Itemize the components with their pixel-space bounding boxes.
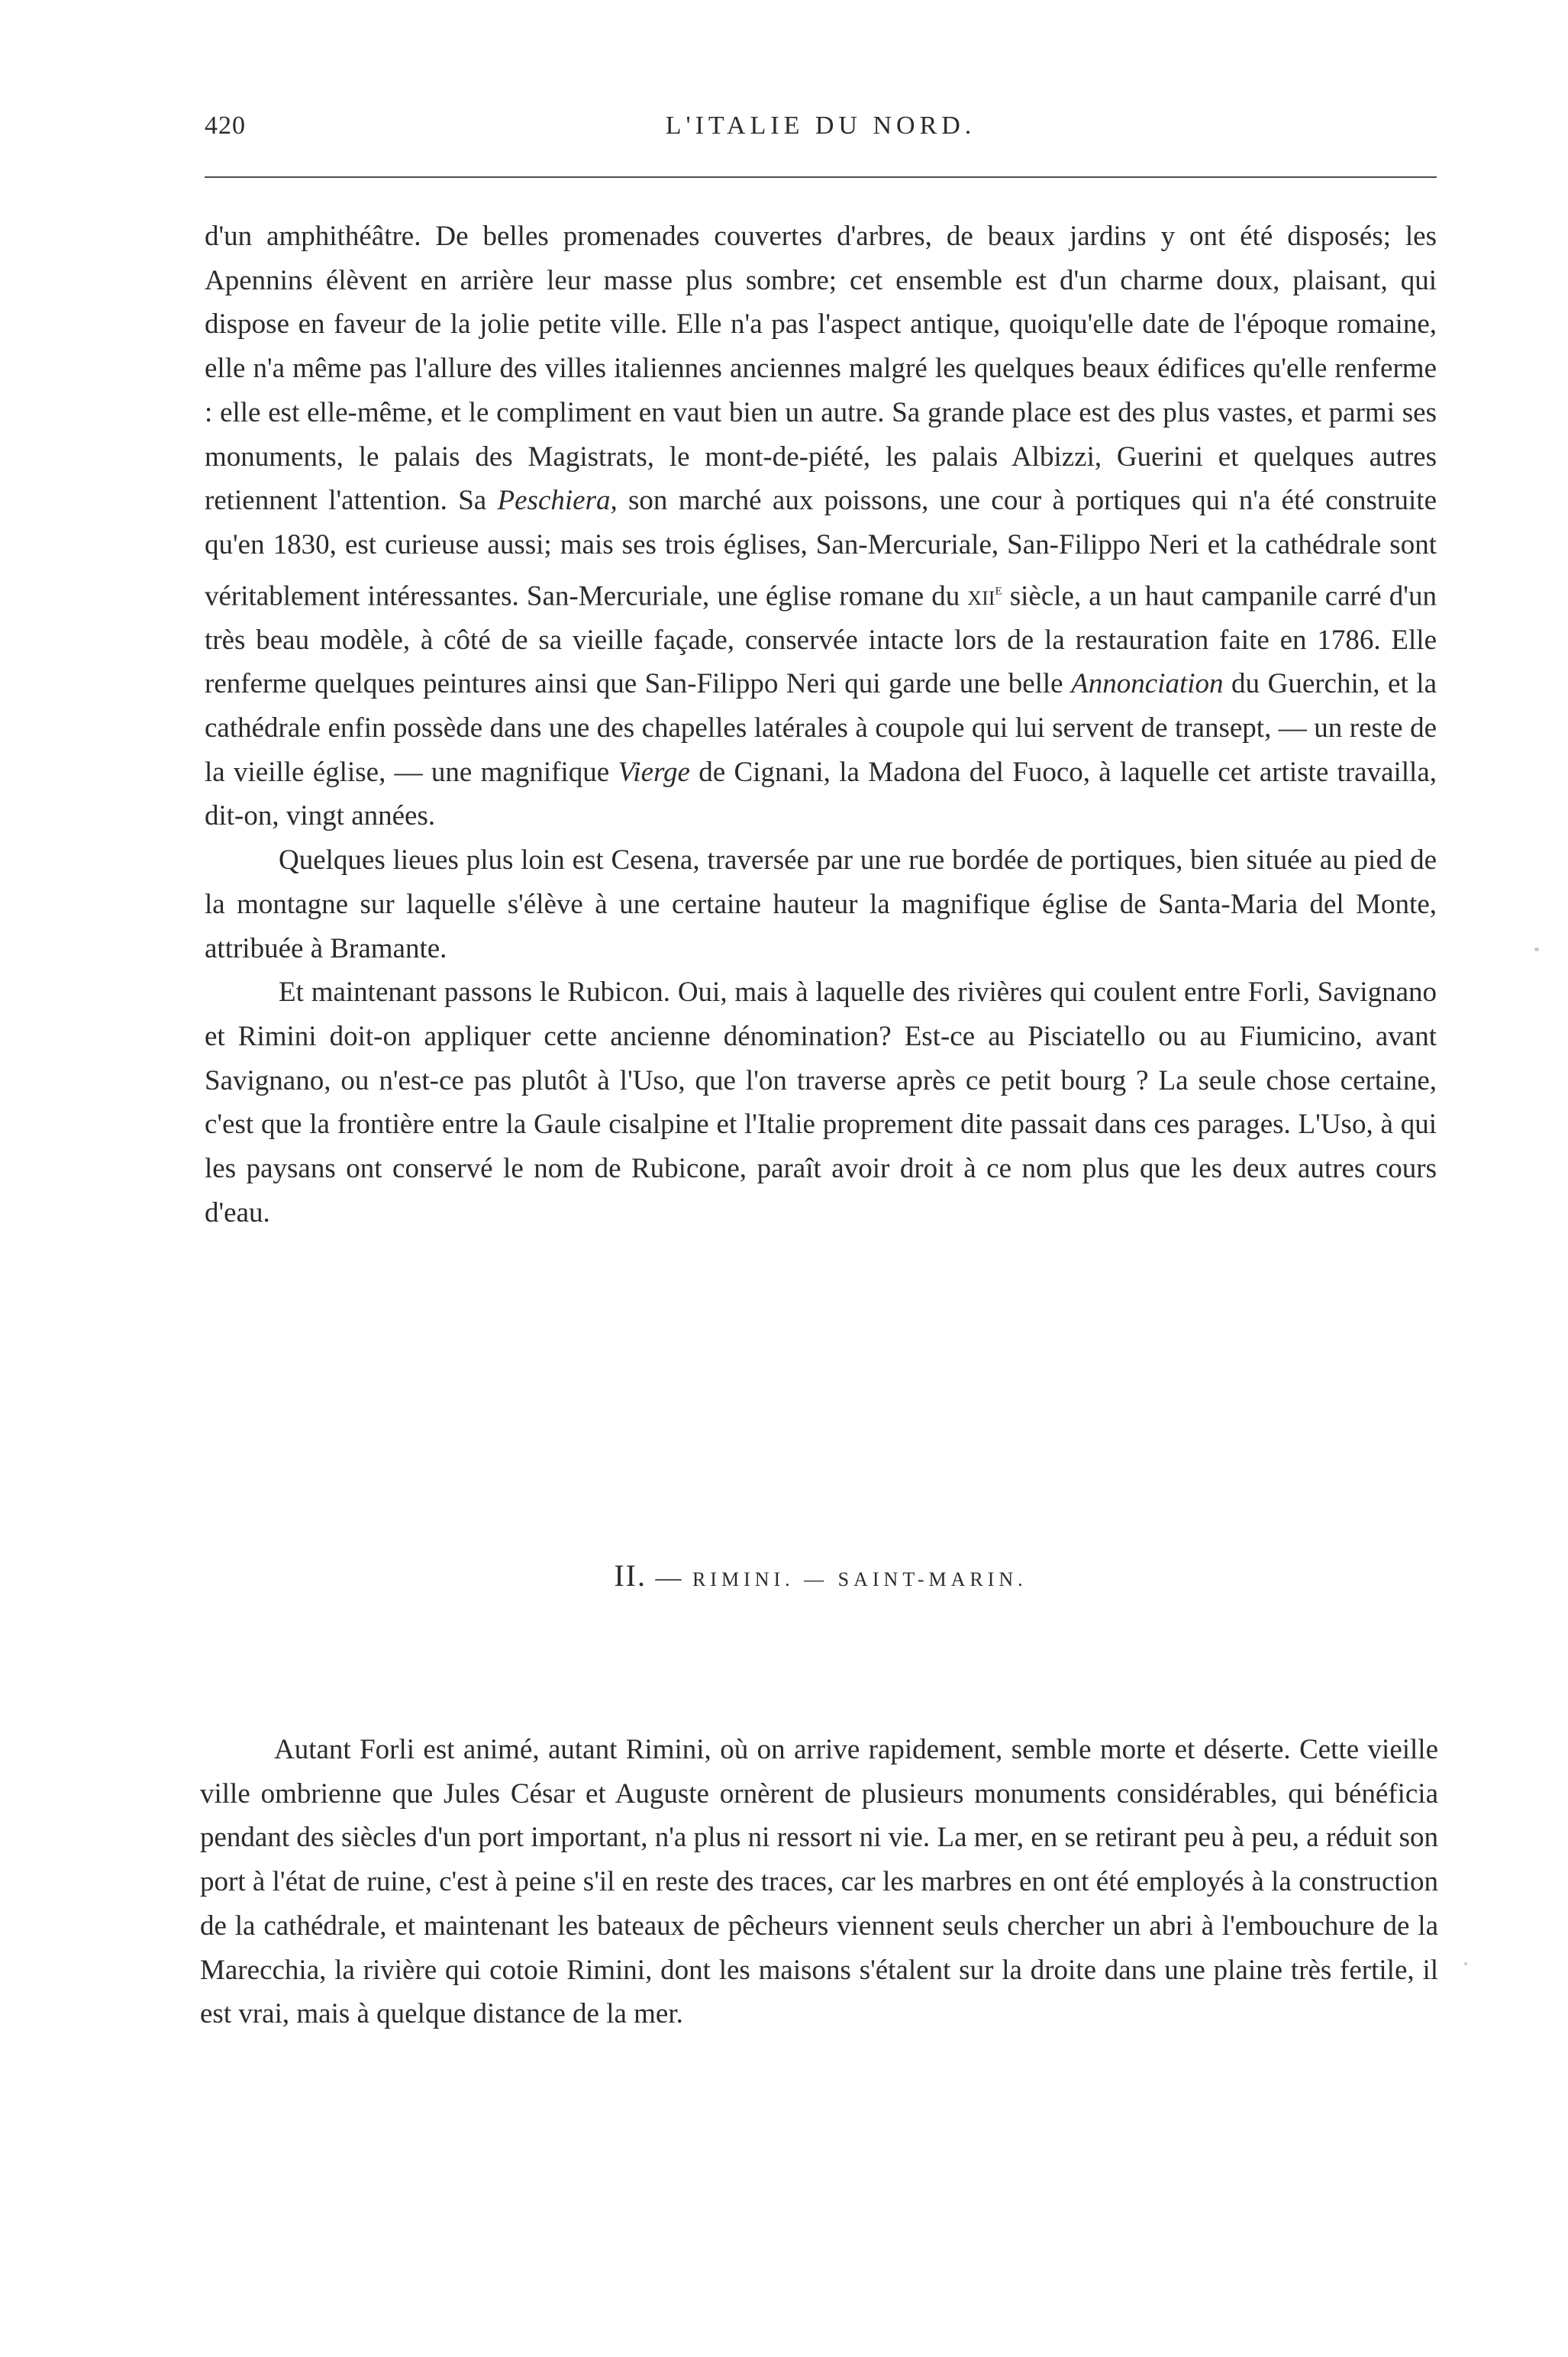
century-numeral [967, 580, 1002, 612]
italic-term: Peschiera, [497, 485, 618, 517]
running-head [205, 111, 1437, 150]
section-heading [205, 1558, 1437, 1593]
paragraph: Et maintenant passons le Rubicon. Oui, mais à laquelle des rivières qui coulent entre Forli, Savignano et Rimini doit-on appliquer cette ancienne dénomination? Est-ce au Pisciatello ou au Fiumicino, avant Savignano, ou n'est-ce pas plutôt à l'Uso, que l'on traverse après ce petit bourg ? La seule chose certaine, c'est que la frontière entre la Gaule cisalpine et l'Italie proprement dite passait dans ces parages. L'Uso, à qui les paysans ont conservé le nom de Rubicone, paraît avoir droit à ce nom plus que les deux autres cours d'eau. [205, 977, 1437, 1229]
paragraph: Autant Forli est animé, autant Rimini, où on arrive rapidement, semble morte et déserte. Cette vieille ville ombrienne que Jules César et Auguste ornèrent de plusieurs monuments considérables, qui bénéficia pendant des siècles d'un port important, n'a plus ni ressort ni vie. La mer, en se retirant peu à peu, a réduit son port à l'état de ruine, c'est à peine s'il en reste des traces, car les marbres en ont été employés à la construction de la cathédrale, et maintenant les bateaux de pêcheurs viennent seuls chercher un abri à l'embouchure de la Marecchia, la rivière qui cotoie Rimini, dont les maisons s'étalent sur la droite dans une plaine très fertile, il est vrai, mais à quelque distance de la mer. [200, 1734, 1438, 2030]
section-2-text [200, 1728, 1438, 2036]
header-rule [205, 176, 1437, 178]
text-run: d'un amphithéâtre. De belles promenades couvertes d'arbres, de beaux jardins y ont été disposés; les Apennins élèvent en arrière leur masse plus sombre; cet ensemble est d'un charme doux, plaisant, qui dispose en faveur de la jolie petite ville. Elle n'a pas l'aspect antique, quoiqu'elle date de l'époque romaine, elle n'a même pas l'allure des villes italiennes anciennes malgré les quelques beaux édifices qu'elle renferme : elle est elle-même, et le compliment en vaut bien un autre. Sa grande place est des plus vastes, et parmi ses monuments, le palais des Magistrats, le mont-de-piété, les palais Albizzi, Guerini et quelques autres retiennent l'attention. Sa [205, 221, 1437, 517]
italic-term: Vierge [618, 756, 690, 788]
section-title: RIMINI. — SAINT-MARIN. [692, 1568, 1028, 1590]
page-number: 420 [205, 111, 246, 140]
text-run: son marché aux poissons, une cour à portiques qui n'a été construite qu'en 1830, est curieuse aussi; mais ses trois églises, San-Mercuriale, San-Filippo Neri et la cathédrale sont véritablement intéressantes. San-Mercuriale, une église romane du [205, 485, 1437, 612]
section-number: II. [614, 1558, 647, 1593]
heading-dash: — [655, 1564, 684, 1592]
century-roman: xii [967, 580, 995, 612]
running-title: L'ITALIE DU NORD. [665, 111, 976, 140]
text-run: du Guerchin, et la cathédrale enfin possède dans une des chapelles latérales à coupole qui lui servent de transept, — un reste de la vieille église, — une magnifique [205, 668, 1437, 788]
paragraph: Quelques lieues plus loin est Cesena, traversée par une rue bordée de portiques, bien située au pied de la montagne sur laquelle s'élève à une certaine hauteur la magnifique église de Santa-Maria del Monte, attribuée à Bramante. [205, 844, 1437, 964]
section-1-text [205, 215, 1437, 1235]
italic-term: Annonciation [1071, 668, 1224, 700]
text-run: de Cignani, la Madona del Fuoco, à laquelle cet artiste travailla, dit-on, vingt années. [205, 756, 1437, 832]
paragraph [205, 215, 1437, 838]
paper-speck [1464, 1962, 1467, 1965]
text-run: siècle, a un haut campanile carré d'un très beau modèle, à côté de sa vieille façade, conservée intacte lors de la restauration faite en 1786. Elle renferme quelques peintures ainsi que San-Filippo Neri qui garde une belle [205, 580, 1437, 700]
paper-speck [1534, 948, 1539, 951]
century-superscript: e [995, 579, 1002, 599]
